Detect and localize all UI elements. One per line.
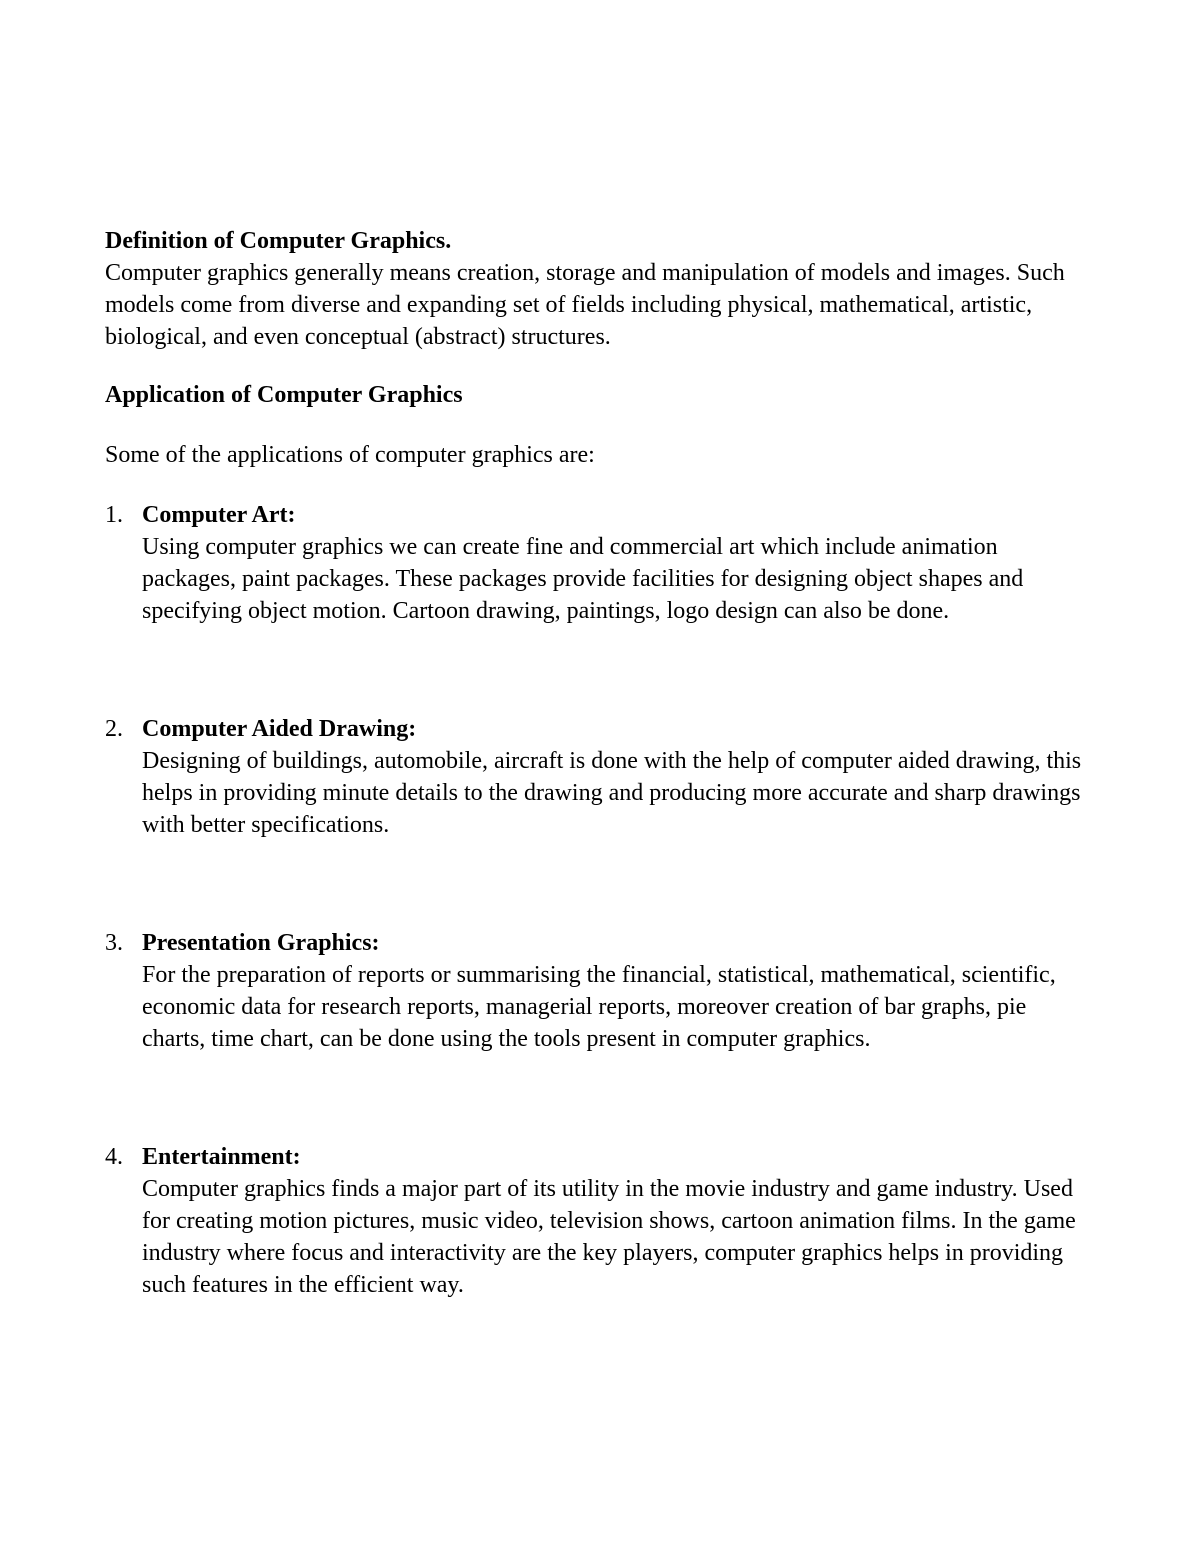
list-item-title: Computer Aided Drawing: [142,716,417,742]
list-item [105,1141,1085,1301]
list-item-number: 3. [105,930,123,956]
list-item [105,713,1085,841]
list-item [105,927,1085,1055]
list-item-number: 4. [105,1144,123,1170]
list-item-body: Computer graphics finds a major part of its utility in the movie industry and game industry. Used for creating motion pictures, music video, television shows, cartoon animation films. In the game industry where focus and interactivity are the key players, computer graphics helps in providing such features in the efficient way. [142,1176,1076,1298]
definition-heading: Definition of Computer Graphics. [105,228,452,254]
list-item-title: Computer Art: [142,502,296,528]
list-item-title: Presentation Graphics: [142,930,380,956]
application-list [105,499,1085,1301]
document-content [105,225,1085,1301]
list-item-body: For the preparation of reports or summarising the financial, statistical, mathematical, scientific, economic data for research reports, managerial reports, moreover creation of bar graphs, pie charts, time chart, can be done using the tools present in computer graphics. [142,962,1056,1052]
list-item-title: Entertainment: [142,1144,301,1170]
application-intro: Some of the applications of computer graphics are: [105,442,595,468]
list-item-body: Designing of buildings, automobile, aircraft is done with the help of computer aided drawing, this helps in providing minute details to the drawing and producing more accurate and sharp drawings with better specifications. [142,748,1082,838]
list-item [105,499,1085,627]
list-item-number: 2. [105,716,123,742]
definition-paragraph: Computer graphics generally means creation, storage and manipulation of models and images. Such models come from diverse and expanding set of fields including physical, mathematical, artistic, biological, and even conceptual (abstract) structures. [105,260,1065,350]
list-item-number: 1. [105,502,123,528]
application-heading: Application of Computer Graphics [105,382,463,408]
list-item-body: Using computer graphics we can create fine and commercial art which include animation packages, paint packages. These packages provide facilities for designing object shapes and specifying object motion. Cartoon drawing, paintings, logo design can also be done. [142,534,1024,624]
